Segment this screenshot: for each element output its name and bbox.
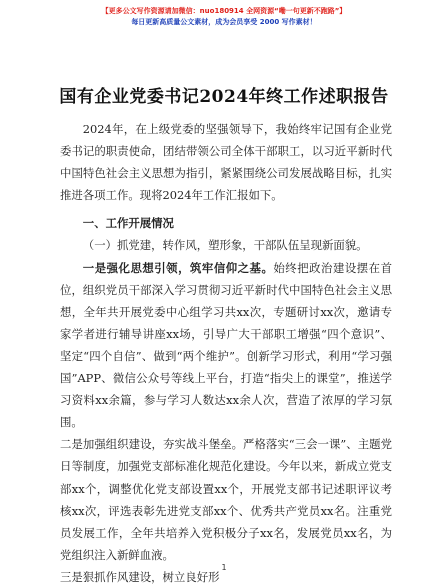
document-body	[60, 118, 392, 588]
promo-banner	[0, 6, 448, 27]
paragraph-1-lead: 一是强化思想引领，筑牢信仰之基。	[82, 260, 274, 275]
page-number: 1	[221, 563, 227, 572]
paragraph-2: 二是加强组织建设，夯实战斗堡垒。严格落实“三会一课”、主题党日等制度，加强党支部标准化规范化建设。今年以来，新成立党支部xx个，调整优化党支部设置xx个，开展党支部书记述职评议考核xx次，评选表彰先进党支部xx个、优秀共产党员xx名。注重党员发展工作，全年共培养入党积极分子xx名，发展党员xx名，为党组织注入新鲜血液。	[60, 437, 392, 562]
paragraph-3: 三是狠抓作风建设，树立良好形	[60, 569, 220, 584]
paragraph-1-text: 始终把政治建设摆在首位，组织党员干部深入学习贯彻习近平新时代中国特色社会主义思想，全年共开展党委中心组学习共xx次，专题研讨xx次，邀请专家学者进行辅导讲座xx场，引导广大干部职工增强“四个意识”、坚定“四个自信”、做到“两个维护”。创新学习形式，利用“学习强国”APP、微信公众号等线上平台，打造“指尖上的课堂”，推送学习资料xx余篇，参与学习人数达xx余人次，营造了浓厚的学习氛围。	[60, 260, 392, 430]
subsection-heading-1: （一）抓党建，转作风，塑形象，干部队伍呈现新面貌。	[82, 238, 368, 253]
paragraph-1	[60, 257, 392, 434]
section-heading-1: 一、工作开展情况	[82, 216, 174, 231]
promo-banner-line2: 每日更新高质量公文素材，成为会员享受 2000 写作素材！	[131, 18, 317, 26]
promo-banner-line1: 【更多公文写作资源请加微信：nuo180914 全网资源“嘞一句更新不跑路”】	[101, 7, 347, 15]
intro-paragraph: 2024年，在上级党委的坚强领导下，我始终牢记国有企业党委书记的职责使命，团结带领公司全体干部职工，以习近平新时代中国特色社会主义思想为指引，紧紧围绕公司发展战略目标，扎实推进各项工作。现将2024年工作汇报如下。	[60, 122, 392, 203]
document-title: 国有企业党委书记2024年终工作述职报告	[59, 87, 389, 107]
